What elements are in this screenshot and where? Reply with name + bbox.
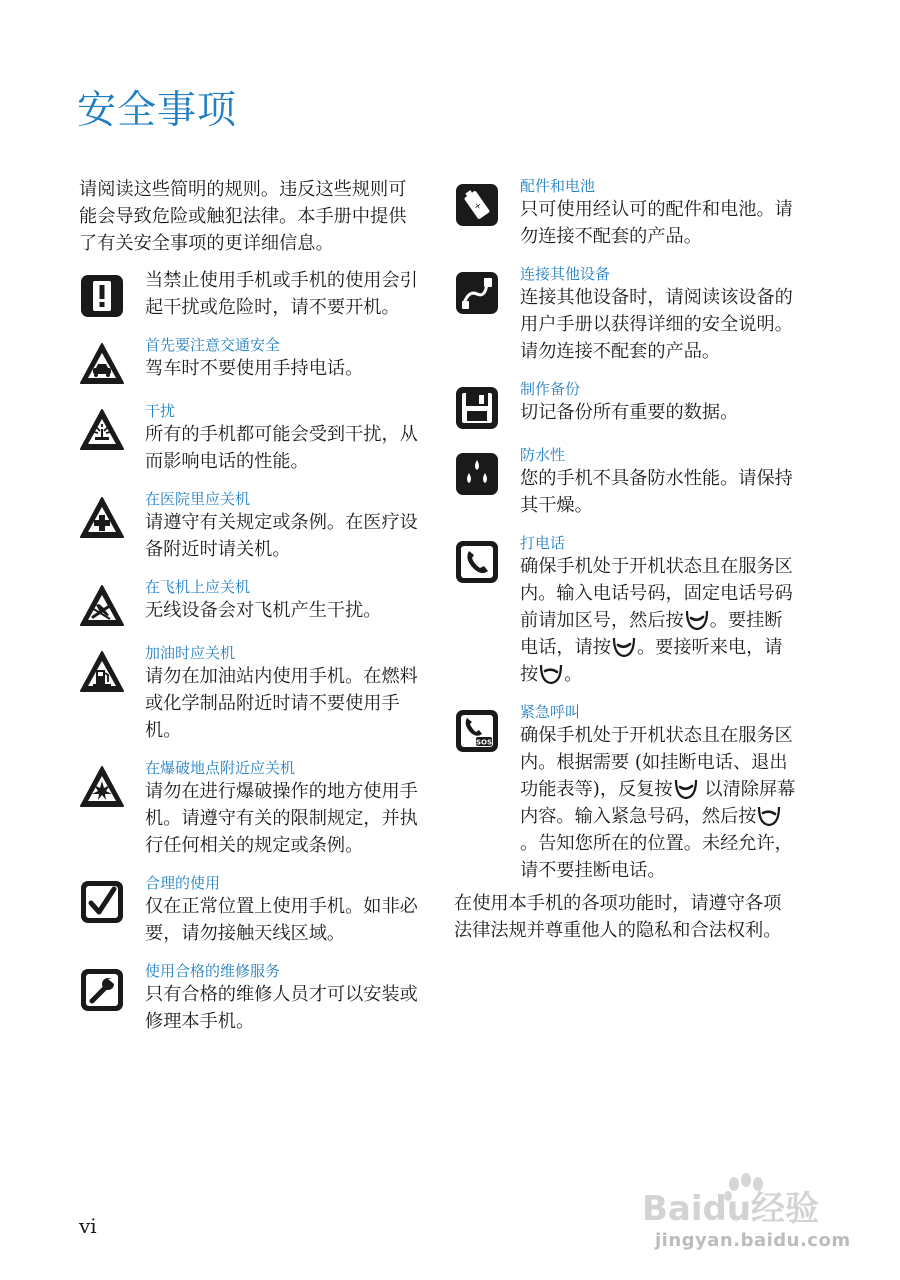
item-heading: 首先要注意交通安全 [145, 336, 281, 354]
item-text [520, 722, 799, 884]
safety-item-aircraft [79, 577, 419, 629]
safety-item-calls [454, 533, 799, 688]
interference-icon [79, 407, 125, 453]
item-text [520, 553, 799, 688]
safety-item-backup [454, 379, 799, 431]
left-column [79, 176, 419, 1035]
item-heading: 连接其他设备 [520, 265, 611, 283]
emergency-text-1: 确保手机处于开机状态且在服务区内。根据需要 (如挂断电话、退出功能表等)，反复按 [520, 725, 793, 800]
item-heading: 合理的使用 [145, 874, 221, 892]
calls-text-3: 。要接听来电，请按 [520, 637, 783, 685]
end-key-icon [684, 608, 710, 632]
closing-paragraph: 在使用本手机的各项功能时，请遵守各项法律法规并尊重他人的隐私和合法权利。 [454, 893, 782, 941]
right-column [454, 176, 799, 944]
water-drops-icon [454, 451, 500, 497]
safety-item-water [454, 445, 799, 519]
item-text: 所有的手机都可能会受到干扰，从而影响电话的性能。 [145, 424, 418, 472]
intro-paragraph: 请阅读这些简明的规则。违反这些规则可能会导致危险或触犯法律。本手册中提供了有关安全事项的更详细信息。 [79, 179, 407, 254]
safety-item-interference [79, 401, 419, 475]
item-heading: 打电话 [520, 534, 566, 552]
safety-item-hospital [79, 489, 419, 563]
item-heading: 在医院里应关机 [145, 490, 251, 508]
blasting-icon [79, 764, 125, 810]
item-text: 连接其他设备时，请阅读该设备的用户手册以获得详细的安全说明。请勿连接不配套的产品。 [520, 287, 793, 362]
checkmark-icon [79, 879, 125, 925]
calls-text-1: 确保手机处于开机状态且在服务区内。输入电话号码，固定电话号码前请加区号，然后按 [520, 556, 793, 631]
safety-item-blasting [79, 758, 419, 859]
floppy-disk-icon [454, 385, 500, 431]
page-number: vi [79, 1214, 97, 1238]
safety-item-sensible-use [79, 873, 419, 947]
item-text: 只有合格的维修人员才可以安装或修理本手机。 [145, 984, 418, 1032]
item-text: 请勿在加油站内使用手机。在燃料或化学制品附近时请不要使用手机。 [145, 666, 418, 741]
item-text: 请勿在进行爆破操作的地方使用手机。请遵守有关的限制规定，并执行任何相关的规定或条例。 [145, 781, 418, 856]
safety-item-connecting [454, 264, 799, 365]
item-text: 只可使用经认可的配件和电池。请勿连接不配套的产品。 [520, 199, 793, 247]
item-heading: 干扰 [145, 402, 176, 420]
svg-text:SOS: SOS [475, 738, 493, 747]
hospital-icon [79, 495, 125, 541]
battery-icon [454, 182, 500, 228]
aircraft-icon [79, 583, 125, 629]
item-heading: 使用合格的维修服务 [145, 962, 281, 980]
safety-item-refuelling [79, 643, 419, 744]
item-heading: 在爆破地点附近应关机 [145, 759, 296, 777]
item-heading: 防水性 [520, 446, 566, 464]
road-safety-icon [79, 341, 125, 387]
item-heading: 加油时应关机 [145, 644, 236, 662]
emergency-text-2: 以清除屏幕内容。输入紧急号码，然后按 [520, 779, 796, 827]
phone-icon [454, 539, 500, 585]
item-text: 请遵守有关规定或条例。在医疗设备附近时请关机。 [145, 512, 418, 560]
item-heading: 在飞机上应关机 [145, 578, 251, 596]
page-title: 安全事项 [77, 88, 238, 133]
calls-text-4: 。 [564, 664, 583, 685]
safety-item-emergency [454, 702, 799, 884]
item-heading: 紧急呼叫 [520, 703, 581, 721]
baidu-watermark-logo [642, 1170, 842, 1230]
item-text: 仅在正常位置上使用手机。如非必要，请勿接触天线区域。 [145, 896, 418, 944]
item-heading: 配件和电池 [520, 177, 596, 195]
safety-item-accessories [454, 176, 799, 250]
item-text: 无线设备会对飞机产生干扰。 [145, 600, 382, 621]
safety-item-service [79, 961, 419, 1035]
call-key-icon [538, 662, 564, 686]
item-text: 您的手机不具备防水性能。请保持其干燥。 [520, 468, 793, 516]
watermark-text: Baidu经验 [642, 1189, 820, 1229]
watermark-url: jingyan.baidu.com [655, 1230, 851, 1251]
item-text: 切记备份所有重要的数据。 [520, 402, 739, 423]
item-text: 当禁止使用手机或手机的使用会引起干扰或危险时，请不要开机。 [145, 270, 418, 318]
calls-text-2: 。要挂断电话，请按 [520, 610, 783, 658]
emergency-text-3: 。告知您所在的位置。未经允许，请不要挂断电话。 [520, 833, 793, 881]
refuelling-icon [79, 649, 125, 695]
exclamation-icon [79, 273, 125, 319]
sos-phone-icon [454, 708, 500, 754]
end-key-icon [673, 777, 699, 801]
safety-item-switch-on [79, 267, 419, 321]
safety-item-road [79, 335, 419, 387]
svg-text:+: + [472, 200, 485, 213]
end-key-icon [611, 635, 637, 659]
item-heading: 制作备份 [520, 380, 581, 398]
item-text: 驾车时不要使用手持电话。 [145, 358, 364, 379]
call-key-icon [756, 804, 782, 828]
connect-icon [454, 270, 500, 316]
wrench-icon [79, 967, 125, 1013]
